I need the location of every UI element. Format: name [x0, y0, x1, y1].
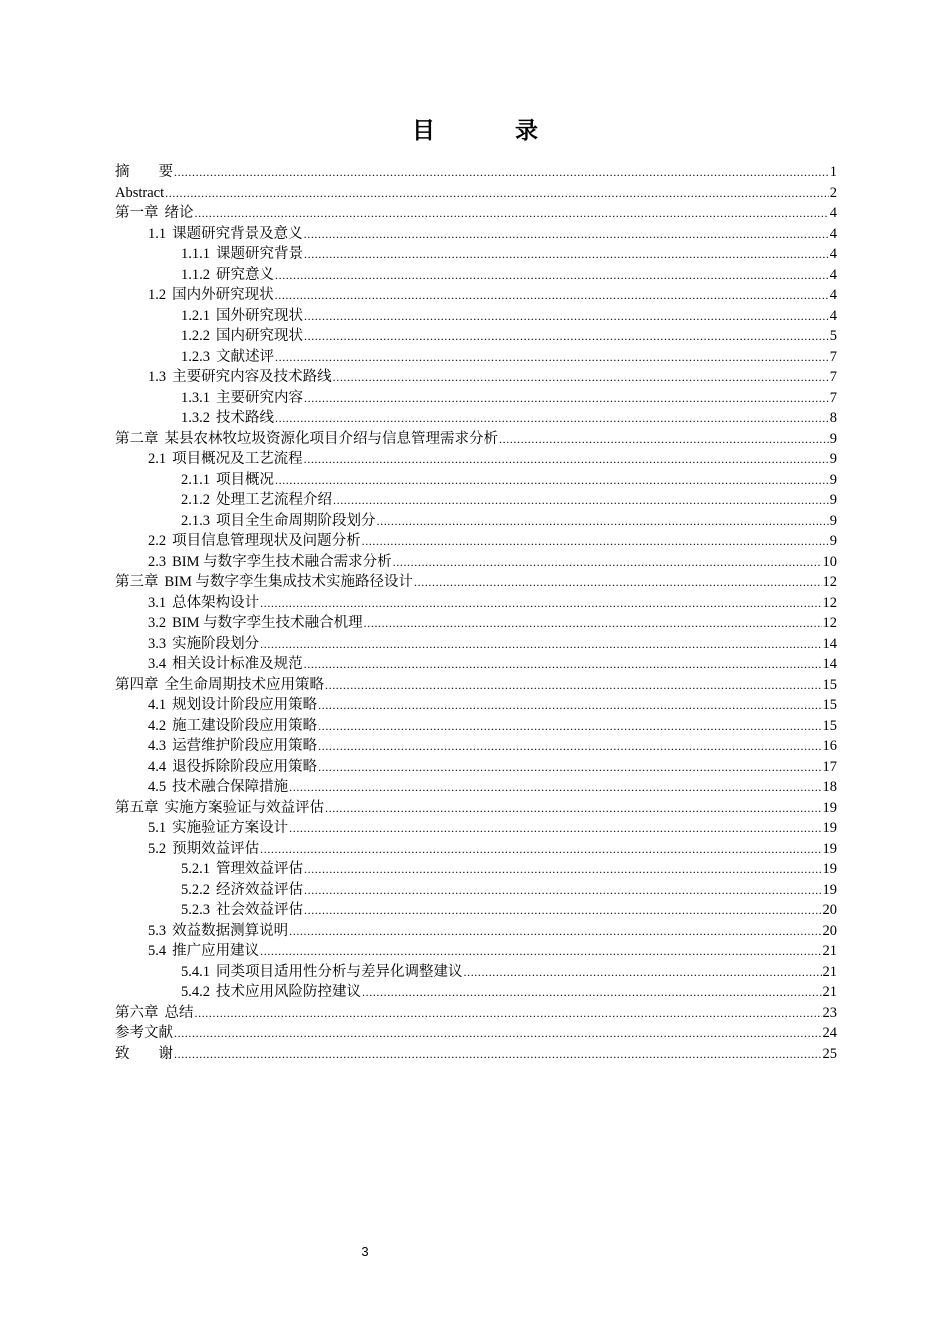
toc-entry-page: 23: [822, 1004, 837, 1021]
toc-entry-number: 第一章: [115, 205, 159, 221]
toc-entry-page: 9: [829, 492, 837, 508]
toc-entry-number: 5.3: [148, 922, 167, 939]
toc-entry-page: 21: [822, 984, 837, 1000]
toc-dot-leader: [304, 859, 822, 880]
toc-entry-page: 12: [822, 574, 837, 590]
toc-entry[interactable]: [115, 531, 837, 552]
toc-entry[interactable]: [115, 347, 837, 368]
toc-entry-title: BIM 与数字孪生集成技术实施路径设计: [164, 574, 414, 590]
toc-entry[interactable]: [115, 552, 837, 573]
toc-dot-leader: [174, 162, 829, 183]
toc-dot-leader: [304, 244, 829, 265]
toc-entry-number: 1.3.2: [181, 410, 210, 426]
toc-dot-leader: [318, 736, 821, 757]
toc-entry-number: 5.4.2: [181, 984, 210, 1000]
toc-entry-title: 经济效益评估: [216, 881, 303, 898]
toc-entry-title: BIM 与数字孪生技术融合需求分析: [172, 553, 392, 570]
toc-entry-title: 相关设计标准及规范: [172, 656, 303, 672]
toc-entry-page: 18: [822, 779, 837, 795]
toc-entry-number: 4.3: [148, 738, 167, 754]
toc-entry-page: 1: [829, 164, 837, 180]
toc-dot-leader: [275, 470, 829, 491]
toc-dot-leader: [289, 777, 821, 798]
toc-entry-title: 全生命周期技术应用策略: [164, 676, 324, 693]
toc-entry-number: 2.1.1: [181, 471, 210, 488]
toc-entry-title: 运营维护阶段应用策略: [172, 738, 318, 754]
toc-entry-page: 10: [822, 553, 837, 570]
toc-entry-page: 24: [822, 1025, 837, 1041]
toc-entry-page: 21: [822, 943, 837, 959]
toc-entry-title: 项目概况: [216, 471, 274, 488]
toc-entry-title: 退役拆除阶段应用策略: [172, 758, 318, 775]
toc-entry-title: 管理效益评估: [216, 861, 303, 877]
toc-entry[interactable]: [115, 203, 837, 224]
toc-entry[interactable]: [115, 695, 837, 716]
toc-entry-number: 4.2: [148, 717, 167, 734]
toc-entry-title: 实施验证方案设计: [172, 820, 289, 836]
toc-entry-page: 12: [822, 615, 837, 631]
toc-entry[interactable]: [115, 962, 837, 983]
toc-entry-number: 5.1: [148, 820, 167, 836]
toc-entry-number: 1.3: [148, 369, 167, 385]
toc-entry[interactable]: [115, 326, 837, 347]
toc-entry[interactable]: [115, 839, 837, 860]
toc-entry-number: 1.2: [148, 287, 167, 303]
toc-entry-title: 处理工艺流程介绍: [216, 492, 332, 508]
toc-entry-page: 8: [829, 410, 837, 426]
toc-entry[interactable]: [115, 408, 837, 429]
toc-entry-title: 同类项目适用性分析与差异化调整建议: [216, 963, 463, 980]
toc-title: 目 录: [411, 118, 574, 144]
toc-entry-title: 效益数据测算说明: [172, 922, 289, 939]
toc-entry-title: 项目全生命周期阶段划分: [216, 512, 376, 529]
toc-entry-page: 16: [822, 738, 837, 754]
table-of-contents: [115, 162, 837, 1064]
toc-entry-page: 19: [822, 861, 837, 877]
toc-entry-title: Abstract: [115, 184, 165, 201]
toc-entry-title: 实施阶段划分: [172, 635, 260, 652]
toc-entry[interactable]: [115, 818, 837, 839]
toc-dot-leader: [304, 449, 829, 470]
toc-dot-leader: [260, 634, 821, 655]
toc-entry-number: 1.2.3: [181, 348, 210, 365]
toc-entry-number: 第三章: [115, 574, 159, 590]
page-number: 3: [361, 1244, 369, 1259]
toc-entry-page: 17: [822, 758, 837, 775]
toc-dot-leader: [499, 429, 829, 450]
toc-entry[interactable]: [115, 265, 837, 286]
toc-entry-title: 实施方案验证与效益评估: [164, 799, 324, 816]
toc-entry-title: 主要研究内容: [216, 389, 303, 406]
toc-dot-leader: [362, 982, 822, 1003]
toc-entry-number: 3.1: [148, 594, 167, 611]
toc-entry-title: 技术路线: [216, 410, 274, 426]
toc-dot-leader: [318, 695, 821, 716]
toc-entry-title: 致 谢: [115, 1045, 173, 1062]
toc-entry-number: 5.2.3: [181, 902, 210, 918]
toc-entry[interactable]: [115, 921, 837, 942]
toc-entry[interactable]: [115, 593, 837, 614]
toc-entry-title: 研究意义: [216, 266, 274, 283]
toc-entry-number: 第四章: [115, 676, 159, 693]
toc-entry[interactable]: [115, 798, 837, 819]
toc-entry-number: 1.3.1: [181, 389, 210, 406]
toc-entry-title: 技术融合保障措施: [172, 779, 289, 795]
toc-entry[interactable]: [115, 470, 837, 491]
toc-entry-number: 4.5: [148, 779, 167, 795]
toc-entry[interactable]: [115, 183, 837, 204]
toc-entry-page: 14: [822, 656, 837, 672]
toc-entry-title: 摘 要: [115, 164, 173, 180]
toc-entry[interactable]: [115, 941, 837, 962]
toc-entry-page: 5: [829, 328, 837, 344]
toc-entry-page: 19: [822, 840, 837, 857]
toc-entry[interactable]: [115, 162, 837, 183]
toc-entry-page: 9: [829, 471, 837, 488]
toc-entry-page: 9: [829, 451, 837, 467]
toc-entry-number: 1.2.1: [181, 307, 210, 324]
toc-entry-number: 5.4: [148, 943, 167, 959]
toc-entry[interactable]: [115, 244, 837, 265]
toc-dot-leader: [275, 347, 829, 368]
toc-entry-title: BIM 与数字孪生技术融合机理: [172, 615, 363, 631]
toc-dot-leader: [318, 716, 821, 737]
toc-entry-number: 第五章: [115, 799, 159, 816]
toc-dot-leader: [275, 285, 829, 306]
toc-entry-page: 14: [822, 635, 837, 652]
toc-entry[interactable]: [115, 1003, 837, 1024]
toc-entry-title: 项目信息管理现状及问题分析: [172, 533, 361, 549]
toc-dot-leader: [333, 490, 829, 511]
toc-entry[interactable]: [115, 777, 837, 798]
toc-entry[interactable]: [115, 675, 837, 696]
toc-entry-page: 4: [829, 205, 837, 221]
toc-entry-number: 2.3: [148, 553, 167, 570]
toc-entry-page: 15: [822, 676, 837, 693]
toc-entry[interactable]: [115, 654, 837, 675]
toc-entry-number: 2.2: [148, 533, 167, 549]
toc-entry[interactable]: [115, 388, 837, 409]
toc-dot-leader: [362, 531, 829, 552]
toc-entry-page: 20: [822, 922, 837, 939]
toc-entry-title: 总体架构设计: [172, 594, 260, 611]
toc-dot-leader: [304, 326, 829, 347]
toc-dot-leader: [275, 408, 829, 429]
toc-entry-number: 第二章: [115, 430, 159, 447]
toc-entry-page: 19: [822, 820, 837, 836]
toc-entry-number: 2.1.3: [181, 512, 210, 529]
toc-entry-number: 5.2: [148, 840, 167, 857]
toc-entry[interactable]: [115, 306, 837, 327]
toc-entry-page: 21: [822, 963, 837, 980]
toc-entry-title: 课题研究背景及意义: [172, 225, 303, 242]
toc-entry[interactable]: [115, 367, 837, 388]
toc-entry-title: 国内研究现状: [216, 328, 303, 344]
toc-dot-leader: [325, 798, 822, 819]
toc-entry-number: 2.1: [148, 451, 167, 467]
toc-dot-leader: [414, 572, 821, 593]
toc-dot-leader: [289, 818, 821, 839]
toc-entry-number: 3.4: [148, 656, 167, 672]
toc-entry[interactable]: [115, 634, 837, 655]
toc-dot-leader: [275, 265, 829, 286]
toc-entry[interactable]: [115, 511, 837, 532]
toc-entry[interactable]: [115, 1023, 837, 1044]
toc-entry[interactable]: [115, 449, 837, 470]
toc-entry[interactable]: [115, 224, 837, 245]
toc-entry-page: 4: [829, 287, 837, 303]
toc-entry-page: 4: [829, 307, 837, 324]
toc-entry[interactable]: [115, 1044, 837, 1065]
toc-entry-number: 1.2.2: [181, 328, 210, 344]
toc-entry-number: 3.3: [148, 635, 167, 652]
toc-entry-number: 3.2: [148, 615, 167, 631]
toc-dot-leader: [174, 1044, 822, 1065]
toc-entry-title: 绪论: [164, 205, 194, 221]
toc-dot-leader: [364, 613, 822, 634]
toc-dot-leader: [318, 757, 821, 778]
toc-entry-number: 1.1.1: [181, 246, 210, 262]
toc-entry[interactable]: [115, 490, 837, 511]
toc-entry-number: 5.4.1: [181, 963, 210, 980]
toc-entry-page: 7: [829, 369, 837, 385]
toc-entry-page: 20: [822, 902, 837, 918]
toc-dot-leader: [165, 183, 829, 204]
toc-entry-title: 规划设计阶段应用策略: [172, 697, 318, 713]
toc-entry-number: 2.1.2: [181, 492, 210, 508]
toc-dot-leader: [304, 654, 822, 675]
toc-entry-title: 推广应用建议: [172, 943, 260, 959]
toc-entry[interactable]: [115, 572, 837, 593]
toc-dot-leader: [325, 675, 822, 696]
toc-entry-title: 技术应用风险防控建议: [216, 984, 361, 1000]
toc-entry-number: 5.2.2: [181, 881, 210, 898]
toc-entry-number: 4.1: [148, 697, 167, 713]
toc-dot-leader: [393, 552, 822, 573]
toc-dot-leader: [260, 941, 821, 962]
toc-entry[interactable]: [115, 285, 837, 306]
toc-entry[interactable]: [115, 900, 837, 921]
toc-entry[interactable]: [115, 757, 837, 778]
toc-entry-title: 国外研究现状: [216, 307, 303, 324]
toc-entry-number: 1.1: [148, 225, 167, 242]
toc-dot-leader: [304, 306, 829, 327]
toc-entry-page: 7: [829, 389, 837, 406]
toc-entry-title: 参考文献: [115, 1025, 173, 1041]
toc-dot-leader: [464, 962, 822, 983]
toc-entry-number: 1.1.2: [181, 266, 210, 283]
toc-entry-page: 4: [829, 225, 837, 242]
toc-entry-page: 9: [829, 512, 837, 529]
toc-dot-leader: [333, 367, 829, 388]
toc-dot-leader: [377, 511, 829, 532]
toc-entry-page: 19: [822, 881, 837, 898]
toc-entry-page: 7: [829, 348, 837, 365]
toc-entry-page: 4: [829, 266, 837, 283]
toc-entry-page: 4: [829, 246, 837, 262]
toc-entry-number: 5.2.1: [181, 861, 210, 877]
toc-entry[interactable]: [115, 716, 837, 737]
toc-entry-title: 总结: [164, 1004, 194, 1021]
toc-entry-number: 第六章: [115, 1004, 159, 1021]
toc-entry-title: 社会效益评估: [216, 902, 303, 918]
toc-entry-title: 项目概况及工艺流程: [172, 451, 303, 467]
toc-entry-page: 2: [829, 184, 837, 201]
toc-entry-number: 4.4: [148, 758, 167, 775]
toc-entry[interactable]: [115, 859, 837, 880]
toc-dot-leader: [195, 203, 829, 224]
toc-dot-leader: [304, 880, 822, 901]
toc-entry-title: 文献述评: [216, 348, 274, 365]
toc-entry[interactable]: [115, 736, 837, 757]
toc-entry-title: 国内外研究现状: [172, 287, 274, 303]
toc-entry-page: 9: [829, 533, 837, 549]
toc-dot-leader: [289, 921, 821, 942]
toc-entry-page: 12: [822, 594, 837, 611]
toc-entry-title: 预期效益评估: [172, 840, 260, 857]
toc-entry-page: 25: [822, 1045, 837, 1062]
toc-entry-title: 课题研究背景: [216, 246, 303, 262]
toc-dot-leader: [260, 839, 821, 860]
toc-entry[interactable]: [115, 880, 837, 901]
toc-entry-page: 15: [822, 697, 837, 713]
toc-dot-leader: [174, 1023, 822, 1044]
toc-entry-page: 19: [822, 799, 837, 816]
toc-entry[interactable]: [115, 982, 837, 1003]
toc-entry-title: 某县农林牧垃圾资源化项目介绍与信息管理需求分析: [164, 430, 498, 447]
toc-entry[interactable]: [115, 429, 837, 450]
toc-dot-leader: [195, 1003, 822, 1024]
toc-dot-leader: [260, 593, 821, 614]
toc-entry-title: 施工建设阶段应用策略: [172, 717, 318, 734]
toc-entry-title: 主要研究内容及技术路线: [172, 369, 332, 385]
toc-entry-page: 9: [829, 430, 837, 447]
toc-dot-leader: [304, 900, 822, 921]
toc-dot-leader: [304, 224, 829, 245]
toc-dot-leader: [304, 388, 829, 409]
toc-entry[interactable]: [115, 613, 837, 634]
toc-entry-page: 15: [822, 717, 837, 734]
